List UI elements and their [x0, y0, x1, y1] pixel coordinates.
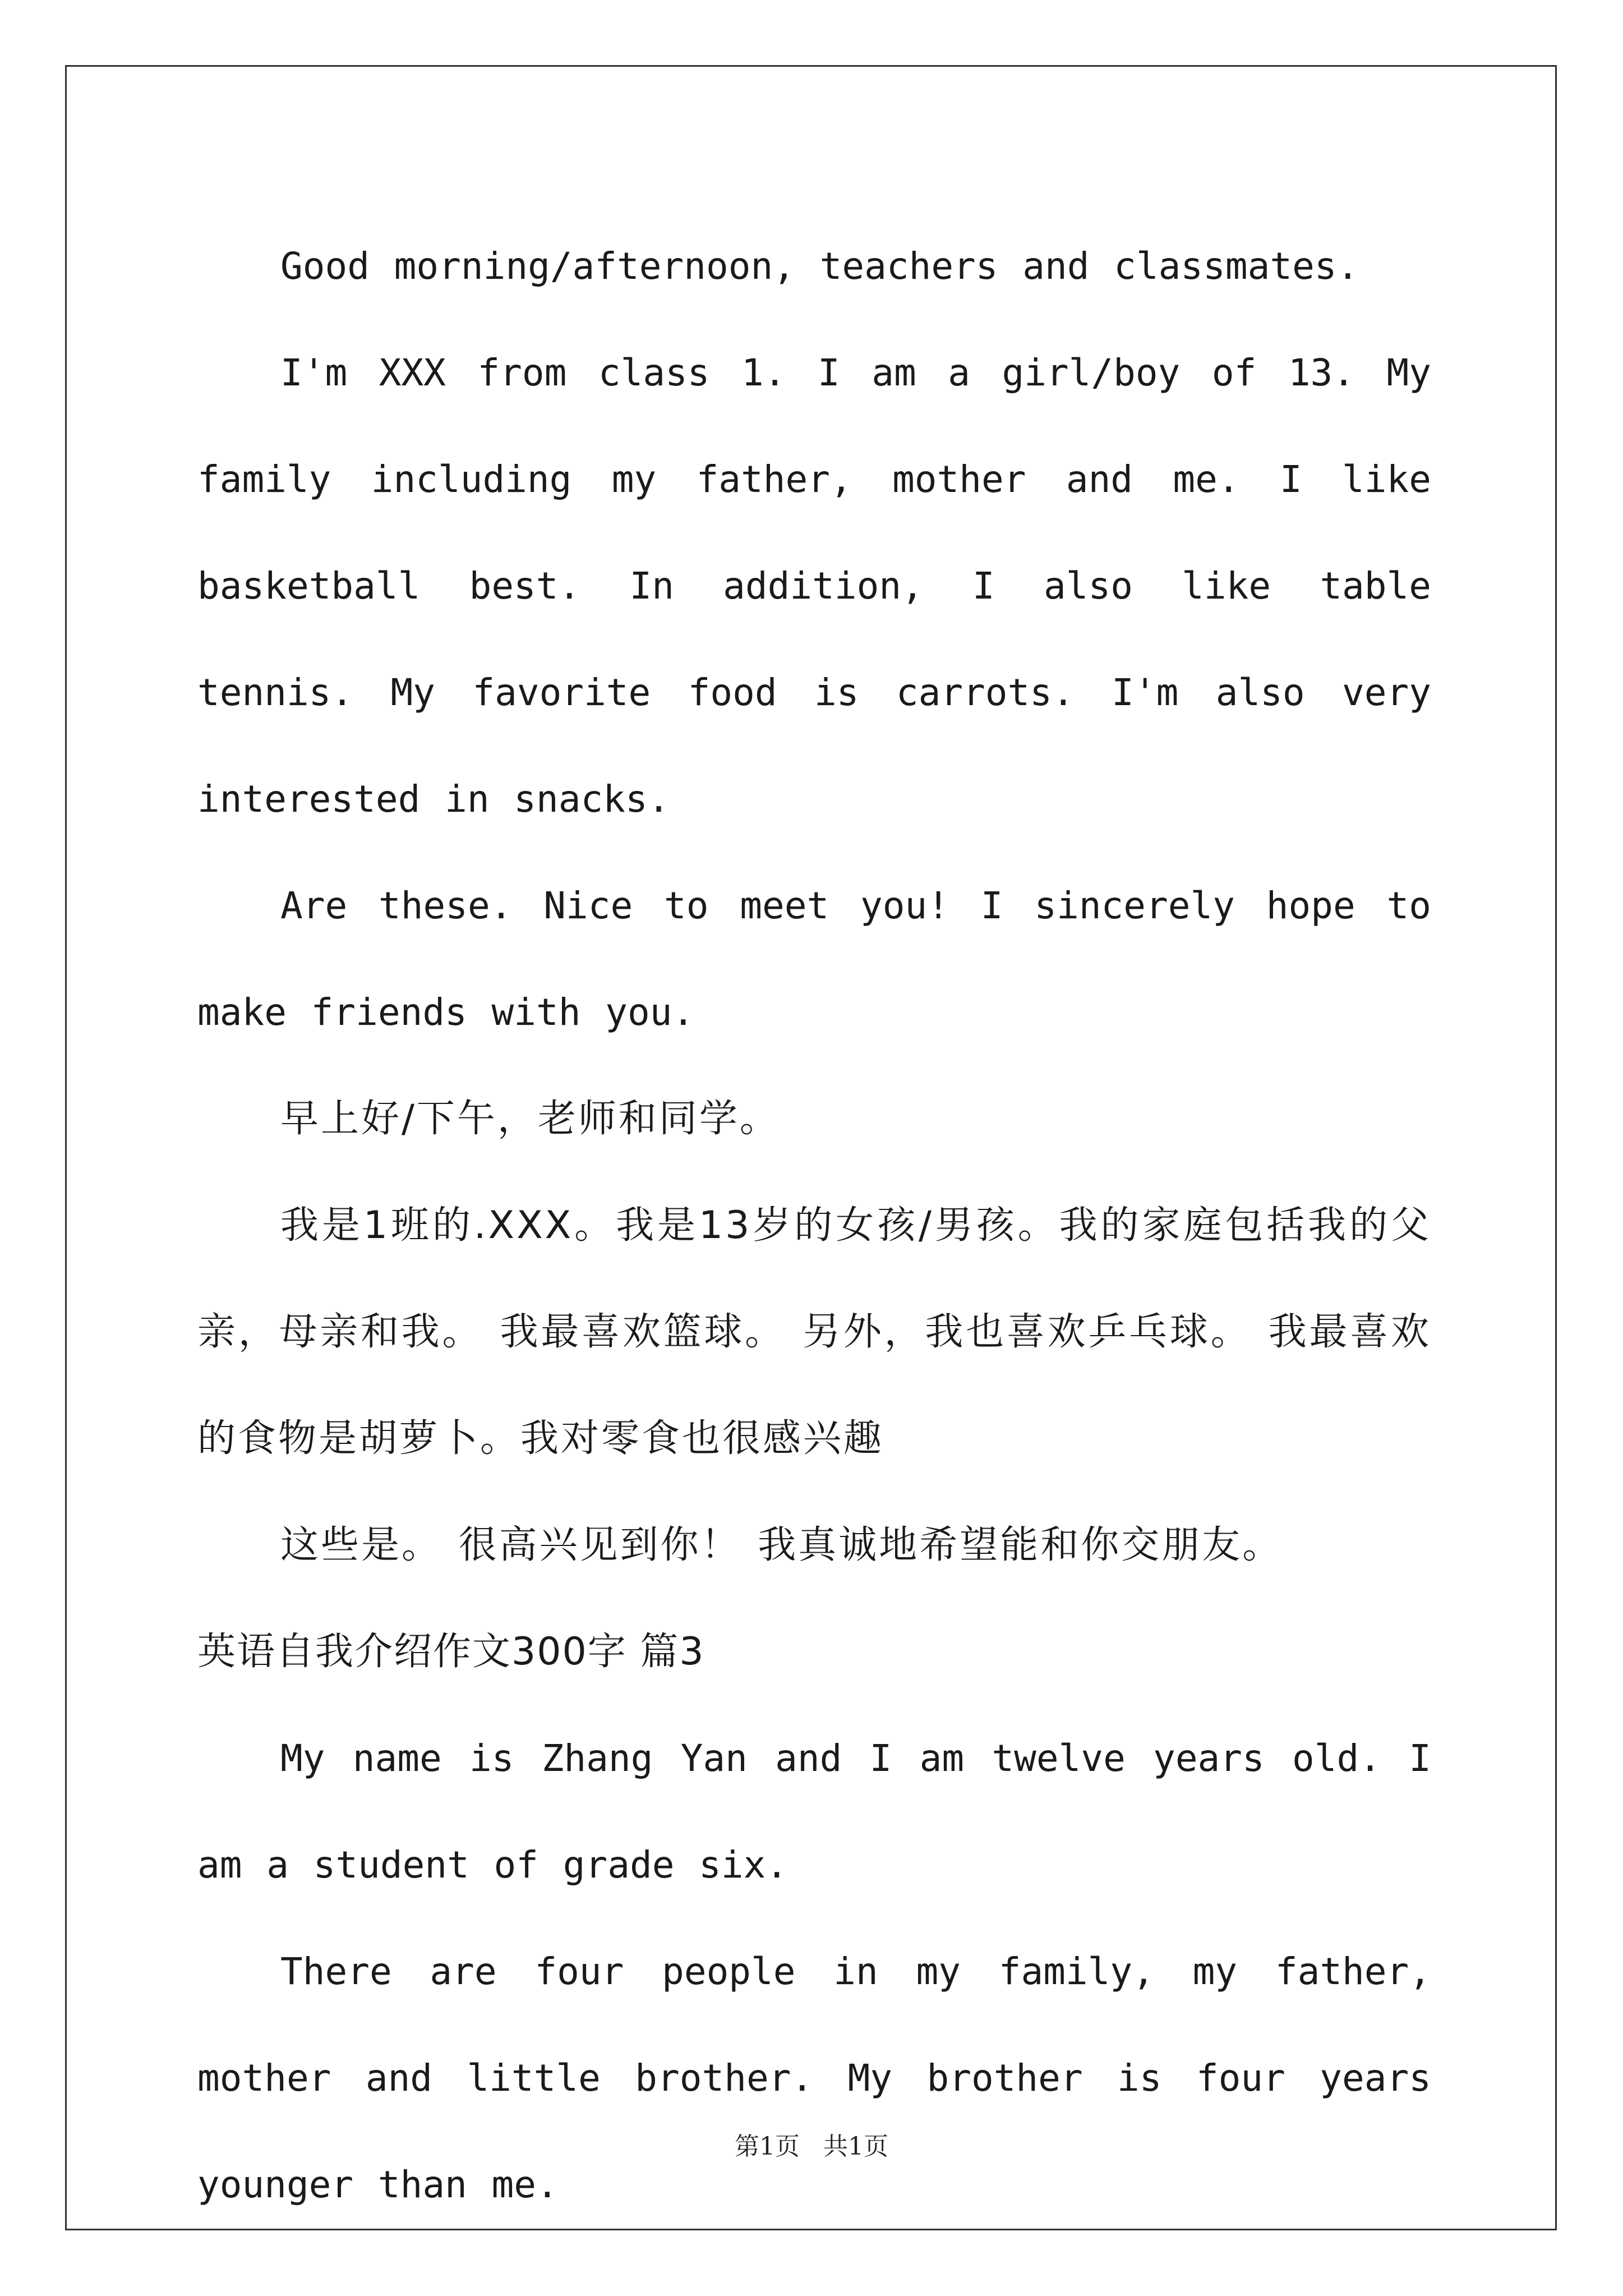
paragraph-greeting-zh: 早上好/下午，老师和同学。 [280, 1097, 780, 1141]
paragraph-name-en: My name is Zhang Yan and I am twelve years old. I am a student of grade six. [197, 1737, 1431, 1887]
page-number: 第1页 [735, 2132, 800, 2161]
paragraph-intro-en: I'm XXX from class 1. I am a girl/boy of 13. My family including my father, mother and me. I like basketball best. In addition, I also like table tennis. My favorite food is carrots. I'm also very interested in snacks. [197, 351, 1431, 821]
paragraph-intro-zh: 我是1班的.XXX。我是13岁的女孩/男孩。我的家庭包括我的父亲，母亲和我。 我最喜欢篮球。 另外，我也喜欢乒乓球。 我最喜欢的食物是胡萝卜。我对零食也很感兴趣 [197, 1203, 1431, 1461]
footer-spacer [800, 2132, 823, 2161]
section-heading: 英语自我介绍作文300字 篇3 [197, 1630, 705, 1674]
paragraph-greeting-en: Good morning/afternoon, teachers and classmates. [280, 245, 1359, 288]
document-body [197, 213, 1431, 2238]
paragraph-family-en: There are four people in my family, my father, mother and little brother. My brother is four years younger than me. [197, 1950, 1431, 2206]
page-total: 共1页 [823, 2132, 888, 2161]
page-footer [0, 2126, 1623, 2162]
paragraph-closing-zh: 这些是。 很高兴见到你！ 我真诚地希望能和你交朋友。 [280, 1523, 1283, 1567]
paragraph-closing-en: Are these. Nice to meet you! I sincerely hope to make friends with you. [197, 884, 1431, 1034]
